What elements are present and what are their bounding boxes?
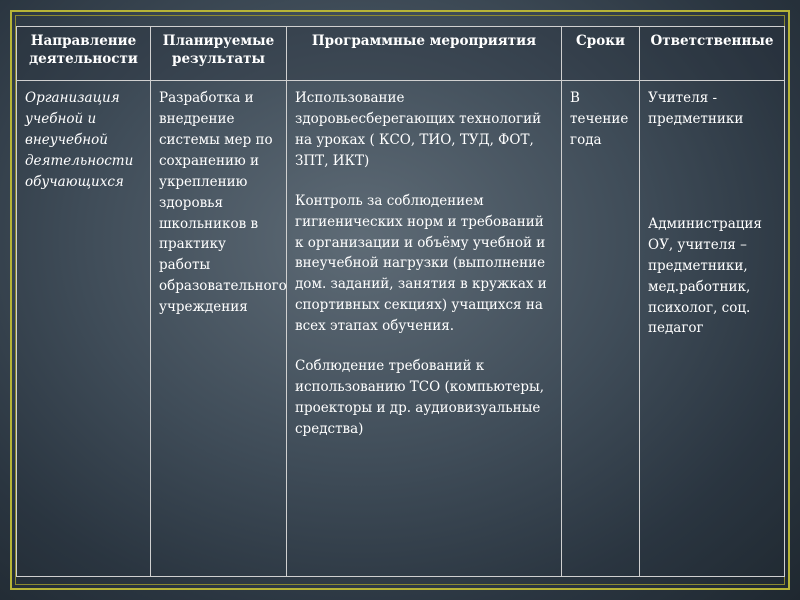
header-responsible: Ответственные xyxy=(640,27,785,81)
cell-responsible xyxy=(640,81,785,577)
cell-activities xyxy=(287,81,562,577)
header-timing: Сроки xyxy=(562,27,640,81)
header-activities: Программные мероприятия xyxy=(287,27,562,81)
responsible-spacer xyxy=(648,130,778,214)
table-header-row xyxy=(17,27,785,81)
responsible-item: Учителя - предметники xyxy=(648,90,744,127)
header-results: Планируемые результаты xyxy=(151,27,287,81)
plan-table xyxy=(16,26,785,577)
cell-direction: Организация учебной и внеучебной деятельности обучающихся xyxy=(17,81,151,577)
cell-timing: В течение года xyxy=(562,81,640,577)
header-direction: Направление деятельности xyxy=(17,27,151,81)
cell-results: Разработка и внедрение системы мер по сохранению и укреплению здоровья школьников в практику работы образовательного учреждения xyxy=(151,81,287,577)
activity-item: Соблюдение требований к использованию ТСО (компьютеры, проекторы и др. аудиовизуальные средства) xyxy=(295,358,545,437)
activity-item: Использование здоровьесберегающих технологий на уроках ( КСО, ТИО, ТУД, ФОТ, ЗПТ, ИКТ) xyxy=(295,90,542,169)
table-row xyxy=(17,81,785,577)
responsible-item: Администрация ОУ, учителя – предметники, мед.работник, психолог, соц. педагог xyxy=(648,215,762,337)
activity-item: Контроль за соблюдением гигиенических норм и требований к организации и объёму учебной и внеучебной нагрузки (выполнение дом. заданий, занятия в кружках и спортивных секциях) учащихся на всех этапах обучения. xyxy=(295,192,547,335)
